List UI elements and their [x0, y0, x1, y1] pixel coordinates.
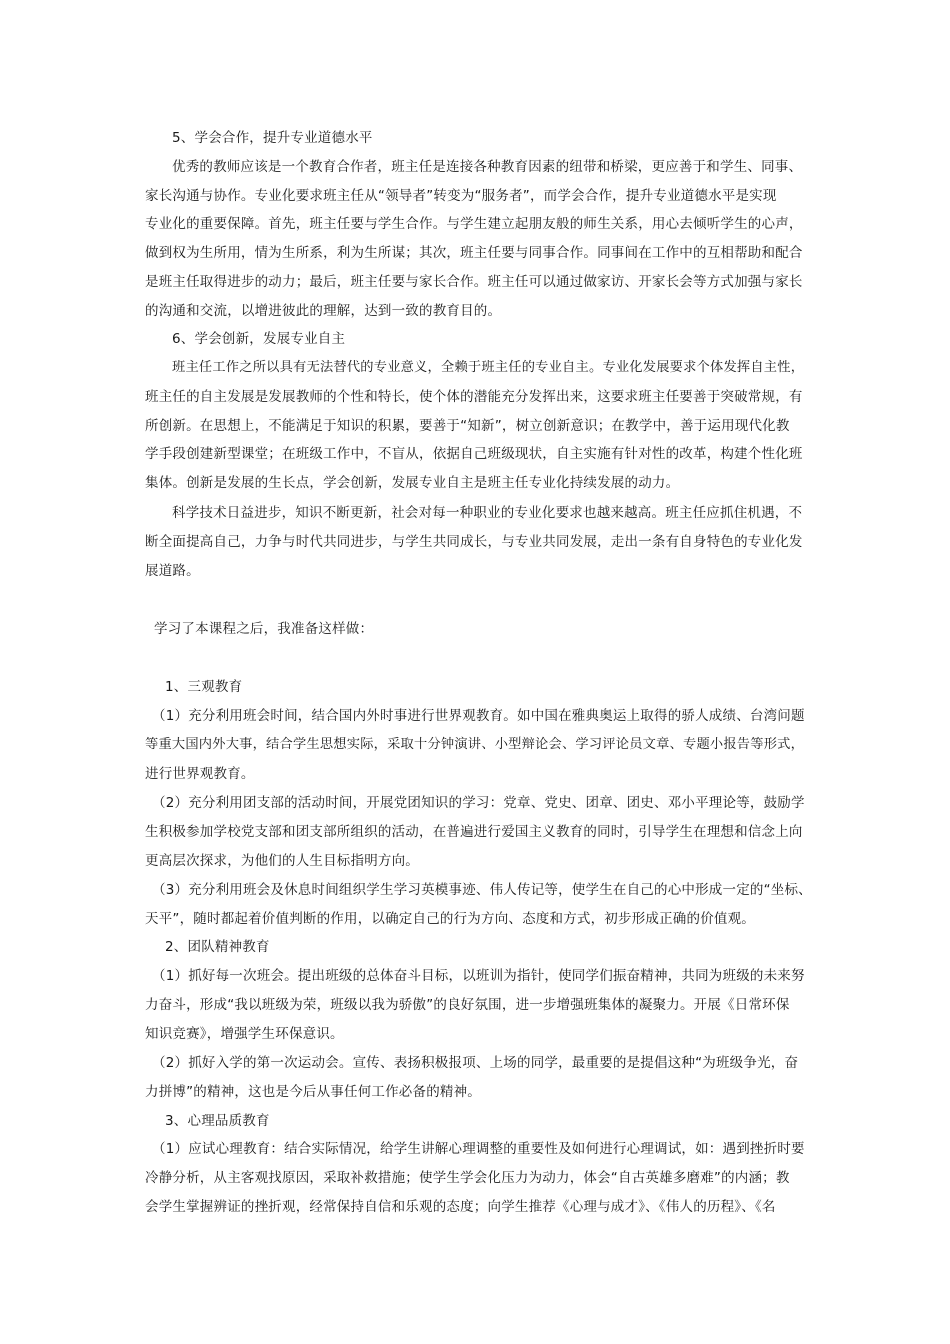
paragraph-line: 冷静分析，从主客观找原因，采取补救措施；使学生学会化压力为动力，体会“自古英雄多磨难”的内涵；教 [145, 1170, 790, 1186]
paragraph-line: （2）充分利用团支部的活动时间，开展党团知识的学习：党章、党史、团章、团史、邓小平理论等，鼓励学 [152, 795, 805, 811]
paragraph-line: 班主任的自主发展是发展教师的个性和特长，使个体的潜能充分发挥出来，这要求班主任要善于突破常规，有 [145, 389, 803, 405]
paragraph-line: （2）抓好入学的第一次运动会。宣传、表扬积极报项、上场的同学，最重要的是提倡这种“为班级争光，奋 [152, 1055, 799, 1071]
paragraph-line: 班主任工作之所以具有无法替代的专业意义，全赖于班主任的专业自主。专业化发展要求个体发挥自主性， [172, 360, 805, 375]
paragraph-line: 力拼博”的精神，这也是今后从事任何工作必备的精神。 [145, 1084, 481, 1100]
paragraph-line: 所创新。在思想上，不能满足于知识的积累，要善于“知新”，树立创新意识；在教学中，善于运用现代化教 [145, 418, 790, 434]
heading-2-team-spirit: 2、团队精神教育 [165, 939, 270, 955]
heading-5-cooperation: 5、学会合作，提升专业道德水平 [172, 130, 373, 146]
paragraph-line: （1）充分利用班会时间，结合国内外时事进行世界观教育。如中国在雅典奥运上取得的骄人成绩、台湾问题 [152, 708, 805, 724]
paragraph-line: 等重大国内外大事，结合学生思想实际，采取十分钟演讲、小型辩论会、学习评论员文章、专题小报告等形式， [145, 737, 805, 752]
paragraph-line: 是班主任取得进步的动力；最后，班主任要与家长合作。班主任可以通过做家访、开家长会等方式加强与家长 [145, 274, 803, 290]
paragraph-line: 知识竞赛》，增强学生环保意识。 [145, 1026, 344, 1042]
heading-3-psychology: 3、心理品质教育 [165, 1113, 270, 1129]
paragraph-line: 家长沟通与协作。专业化要求班主任从“领导者”转变为“服务者”，而学会合作，提升专业道德水平是实现 [145, 188, 777, 204]
paragraph-line: （1）抓好每一次班会。提出班级的总体奋斗目标，以班训为指针，使同学们振奋精神，共同为班级的未来努 [152, 968, 805, 984]
paragraph-line: 断全面提高自己，力争与时代共同进步，与学生共同成长，与专业共同发展，走出一条有自身特色的专业化发 [145, 534, 803, 550]
heading-1-three-views: 1、三观教育 [165, 679, 243, 695]
paragraph-line: 更高层次探求，为他们的人生目标指明方向。 [145, 853, 419, 869]
paragraph-line: 生积极参加学校党支部和团支部所组织的活动，在普遍进行爱国主义教育的同时，引导学生在理想和信念上向 [145, 824, 803, 840]
paragraph-line: 进行世界观教育。 [145, 766, 255, 782]
paragraph-line: （3）充分利用班会及休息时间组织学生学习英模事迹、伟人传记等，使学生在自己的心中形成一定的“坐标、 [152, 882, 812, 898]
paragraph-line: 学手段创建新型课堂；在班级工作中，不盲从，依据自己班级现状，自主实施有针对性的改革，构建个性化班 [145, 446, 803, 462]
paragraph-line: 专业化的重要保障。首先，班主任要与学生合作。与学生建立起朋友般的师生关系，用心去倾听学生的心声， [145, 216, 803, 232]
paragraph-line: 优秀的教师应该是一个教育合作者，班主任是连接各种教育因素的纽带和桥梁，更应善于和学生、同事、 [172, 159, 803, 175]
paragraph-line: 天平”，随时都起着价值判断的作用，以确定自己的行为方向、态度和方式，初步形成正确的价值观。 [145, 911, 755, 927]
paragraph-line: 展道路。 [145, 563, 200, 579]
paragraph-line: 做到权为生所用，情为生所系，利为生所谋；其次，班主任要与同事合作。同事间在工作中的互相帮助和配合 [145, 245, 803, 261]
paragraph-line: 科学技术日益进步，知识不断更新，社会对每一种职业的专业化要求也越来越高。班主任应抓住机遇，不 [172, 505, 803, 521]
section-intro: 学习了本课程之后，我准备这样做： [154, 621, 374, 637]
paragraph-line: 的沟通和交流，以增进彼此的理解，达到一致的教育目的。 [145, 303, 502, 319]
paragraph-line: 会学生掌握辨证的挫折观，经常保持自信和乐观的态度；向学生推荐《心理与成才》、《伟人的历程》、《名 [145, 1199, 776, 1215]
heading-6-innovation: 6、学会创新，发展专业自主 [172, 331, 346, 347]
paragraph-line: 力奋斗，形成“我以班级为荣，班级以我为骄傲”的良好氛围，进一步增强班集体的凝聚力。开展《日常环保 [145, 997, 790, 1013]
paragraph-line: （1）应试心理教育：结合实际情况，给学生讲解心理调整的重要性及如何进行心理调试，如：遇到挫折时要 [152, 1141, 805, 1157]
paragraph-line: 集体。创新是发展的生长点，学会创新，发展专业自主是班主任专业化持续发展的动力。 [145, 475, 680, 491]
